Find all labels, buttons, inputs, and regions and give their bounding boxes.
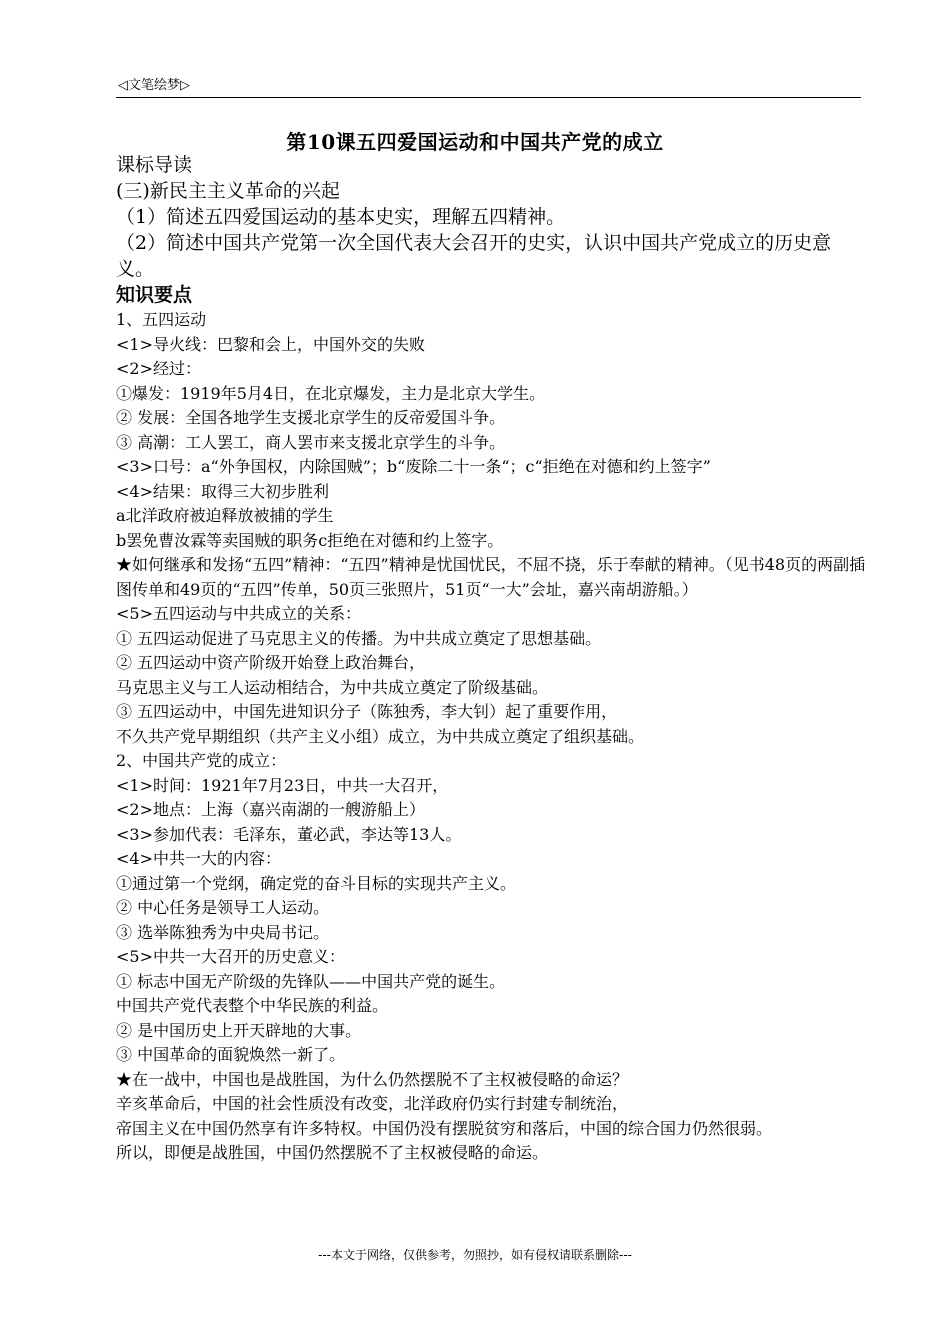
body-line: <2>经过： bbox=[116, 359, 201, 378]
body-line: <5>中共一大召开的历史意义： bbox=[116, 947, 345, 966]
body-line: a北洋政府被迫释放被捕的学生 bbox=[116, 506, 334, 525]
body-line: ① 标志中国无产阶级的先锋队——中国共产党的诞生。 bbox=[116, 971, 506, 991]
body-line: <4>中共一大的内容： bbox=[116, 849, 281, 868]
body-line: 所以，即便是战胜国，中国仍然摆脱不了主权被侵略的命运。 bbox=[116, 1143, 549, 1162]
body-line: ①通过第一个党纲，确定党的奋斗目标的实现共产主义。 bbox=[116, 873, 517, 893]
body-line: <2>地点：上海（嘉兴南湖的一艘游船上） bbox=[116, 800, 425, 819]
body-line: <1>时间：1921年7月23日，中共一大召开， bbox=[116, 775, 449, 795]
body-line: （2）简述中国共产党第一次全国代表大会召开的史实，认识中国共产党成立的历史意义。 bbox=[116, 232, 832, 280]
body-line: 中国共产党代表整个中华民族的利益。 bbox=[116, 996, 389, 1015]
body-line: ③ 中国革命的面貌焕然一新了。 bbox=[116, 1045, 346, 1064]
body-line: ③ 五四运动中，中国先进知识分子（陈独秀，李大钊）起了重要作用， bbox=[116, 702, 618, 721]
body-line: 不久共产党早期组织（共产主义小组）成立，为中共成立奠定了组织基础。 bbox=[116, 726, 645, 746]
header-divider bbox=[116, 97, 861, 98]
body-line: ② 五四运动中资产阶级开始登上政治舞台， bbox=[116, 653, 426, 672]
document-title: 第10课五四爱国运动和中国共产党的成立 bbox=[286, 130, 664, 154]
body-line: ★如何继承和发扬“五四”精神：“五四”精神是忧国忧民，不屈不挠，乐于奉献的精神。（见书48页的两副插图传单和49页的“五四”传单，50页三张照片，51页“一大”会址，嘉兴南胡游船。） bbox=[116, 555, 866, 599]
body-line: <3>口号：a“外争国权，内除国贼”；b“废除二十一条“；c“拒绝在对德和约上签字” bbox=[116, 457, 711, 476]
body-line: 马克思主义与工人运动相结合，为中共成立奠定了阶级基础。 bbox=[116, 677, 549, 697]
body-line: (三)新民主主义革命的兴起 bbox=[116, 180, 340, 202]
body-line: ② 是中国历史上开天辟地的大事。 bbox=[116, 1020, 362, 1040]
body-line: ② 发展：全国各地学生支援北京学生的反帝爱国斗争。 bbox=[116, 408, 506, 427]
body-line: 辛亥革命后，中国的社会性质没有改变，北洋政府仍实行封建专制统治， bbox=[116, 1094, 629, 1113]
page-footer: ---本文于网络，仅供参考，勿照抄，如有侵权请联系删除--- bbox=[318, 1248, 632, 1262]
body-line: <3>参加代表：毛泽东，董必武，李达等13人。 bbox=[116, 824, 462, 844]
body-line: <1>导火线：巴黎和会上，中国外交的失败 bbox=[116, 334, 425, 354]
body-line: ①爆发：1919年5月4日，在北京爆发，主力是北京大学生。 bbox=[116, 383, 546, 403]
body-line: ③ 高潮：工人罢工，商人罢市来支援北京学生的斗争。 bbox=[116, 432, 506, 452]
body-line: 2、中国共产党的成立： bbox=[116, 751, 287, 770]
body-line: <4>结果：取得三大初步胜利 bbox=[116, 481, 329, 501]
document-body bbox=[116, 152, 866, 1166]
body-line: 帝国主义在中国仍然享有许多特权。中国仍没有摆脱贫穷和落后，中国的综合国力仍然很弱。 bbox=[116, 1118, 773, 1138]
body-line: （1）简述五四爱国运动的基本史实，理解五四精神。 bbox=[116, 206, 566, 228]
body-line: b罢免曹汝霖等卖国贼的职务c拒绝在对德和约上签字。 bbox=[116, 530, 504, 550]
body-line: ③ 选举陈独秀为中央局书记。 bbox=[116, 922, 330, 942]
body-line: ① 五四运动促进了马克思主义的传播。为中共成立奠定了思想基础。 bbox=[116, 628, 602, 648]
body-line: 课标导读 bbox=[116, 154, 193, 176]
page-header: ◁文笔绘梦▷ bbox=[118, 78, 190, 93]
body-line: <5>五四运动与中共成立的关系： bbox=[116, 604, 361, 623]
body-line: 1、五四运动 bbox=[116, 310, 207, 329]
body-line: 知识要点 bbox=[116, 284, 193, 306]
body-line: ★在一战中，中国也是战胜国，为什么仍然摆脱不了主权被侵略的命运？ bbox=[116, 1069, 629, 1089]
body-line: ② 中心任务是领导工人运动。 bbox=[116, 898, 330, 917]
